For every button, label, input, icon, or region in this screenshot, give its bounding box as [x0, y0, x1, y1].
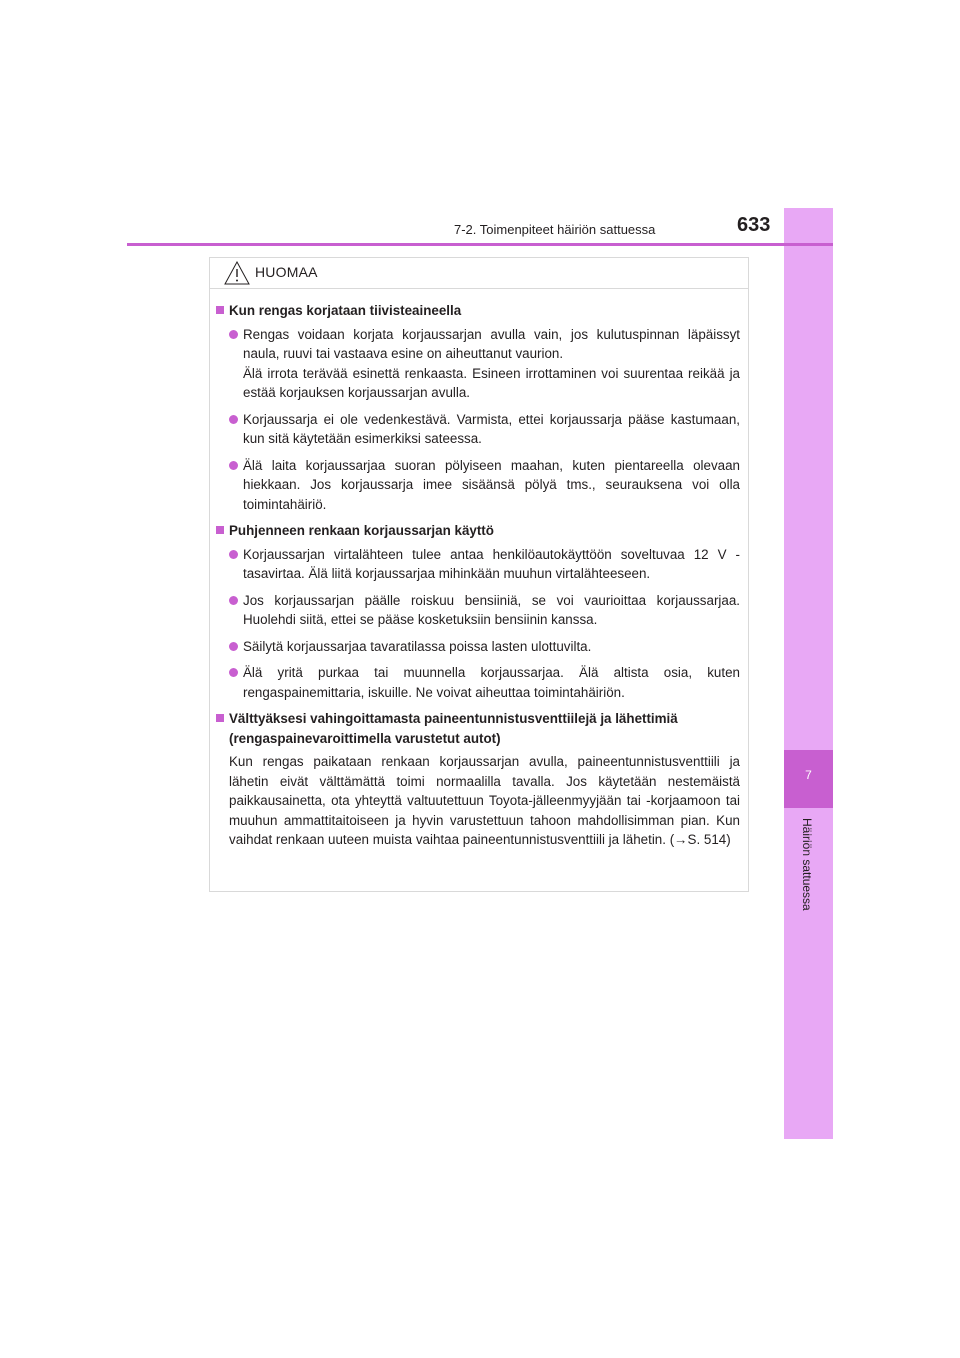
list-item: [216, 410, 740, 449]
list-item-text: Älä laita korjaussarjaa suoran pölyiseen maahan, kuten pientareella olevaan hiekkaan. Jos korjaussarja imee sisäänsä pölyä tms., seurauksena voi olla toimintahäiriö.: [243, 457, 740, 512]
warning-triangle-icon: [224, 261, 250, 285]
section-paragraph: Kun rengas paikataan renkaan korjaussarjan avulla, paineentunnistusventtiili ja lähetin eivät välttämättä toimi normaalilla tavalla. Jos käytetään nestemäistä paikkausainetta, ota yhteyttä valtuutettuun Toyota-jälleenmyyjään tai -korjaamoon tai muuhun ammattitaitoiseen ja hyvin varustettuun tahoon mahdollisimman pian. Kun vaihdat renkaan uuteen muista vaihtaa paineentunnistusventtiili ja lähetin. (→S. 514): [229, 754, 740, 847]
list-item-text: Säilytä korjaussarjaa tavaratilassa poissa lasten ulottuvilta.: [243, 638, 592, 654]
notice-title: HUOMAA: [255, 264, 318, 280]
page-number: 633: [737, 214, 771, 236]
list-item-text: Rengas voidaan korjata korjaussarjan avulla vain, jos kulutuspinnan läpäissyt naula, ruuvi tai vastaava esine on aiheuttanut vaurion.: [243, 326, 740, 361]
section-heading-text: Puhjenneen renkaan korjaussarjan käyttö: [229, 523, 494, 538]
round-bullet-icon: [229, 642, 238, 651]
list-item: [216, 545, 740, 584]
section-title: 7-2. Toimenpiteet häiriön sattuessa: [454, 222, 656, 237]
list-item-text: Älä irrota terävää esinettä renkaasta. Esineen irrottaminen voi suurentaa reikää ja estää korjauksen korjaussarjan avulla.: [243, 365, 740, 400]
section-heading: [216, 301, 740, 321]
section-heading-text: Välttyäksesi vahingoittamasta paineentunnistusventtiilejä ja lähettimiä (rengaspainevaroittimella varustetut autot): [229, 711, 678, 746]
square-bullet-icon: [216, 306, 224, 314]
chapter-number: 7: [805, 768, 812, 782]
header-rule: [127, 243, 833, 246]
list-item: [216, 325, 740, 403]
chapter-title: Häiriön sattuessa: [800, 818, 814, 911]
round-bullet-icon: [229, 668, 238, 677]
list-item-text: Jos korjaussarjan päälle roiskuu bensiiniä, se voi vaurioittaa korjaussarjaa. Huolehdi siitä, ettei se pääse kosketuksiin bensiinin kanssa.: [243, 592, 740, 627]
list-item-text: Korjaussarjan virtalähteen tulee antaa henkilöautokäyttöön soveltuvaa 12 V -tasavirtaa. Älä liitä korjaussarjaa mihinkään muuhun virtalähteeseen.: [243, 546, 740, 581]
round-bullet-icon: [229, 330, 238, 339]
notice-header: [210, 258, 748, 289]
round-bullet-icon: [229, 415, 238, 424]
round-bullet-icon: [229, 461, 238, 470]
square-bullet-icon: [216, 714, 224, 722]
list-item: [216, 591, 740, 630]
list-item-text: Korjaussarja ei ole vedenkestävä. Varmista, ettei korjaussarja pääse kastumaan, kun sitä käytetään esimerkiksi sateessa.: [243, 411, 740, 446]
round-bullet-icon: [229, 550, 238, 559]
notice-box: [209, 257, 749, 892]
section-heading: [216, 709, 740, 748]
list-item: [216, 663, 740, 702]
list-item-text: Älä yritä purkaa tai muunnella korjaussarjaa. Älä altista osia, kuten rengaspainemittaria, iskuille. Ne voivat aiheuttaa toimintahäiriön.: [243, 665, 740, 700]
round-bullet-icon: [229, 596, 238, 605]
section-heading-text: Kun rengas korjataan tiivisteaineella: [229, 303, 462, 318]
section-heading: [216, 521, 740, 541]
square-bullet-icon: [216, 526, 224, 534]
chapter-side-tab: [784, 208, 833, 1139]
notice-body: [210, 289, 748, 850]
list-item: [216, 637, 740, 657]
list-item: [216, 456, 740, 515]
